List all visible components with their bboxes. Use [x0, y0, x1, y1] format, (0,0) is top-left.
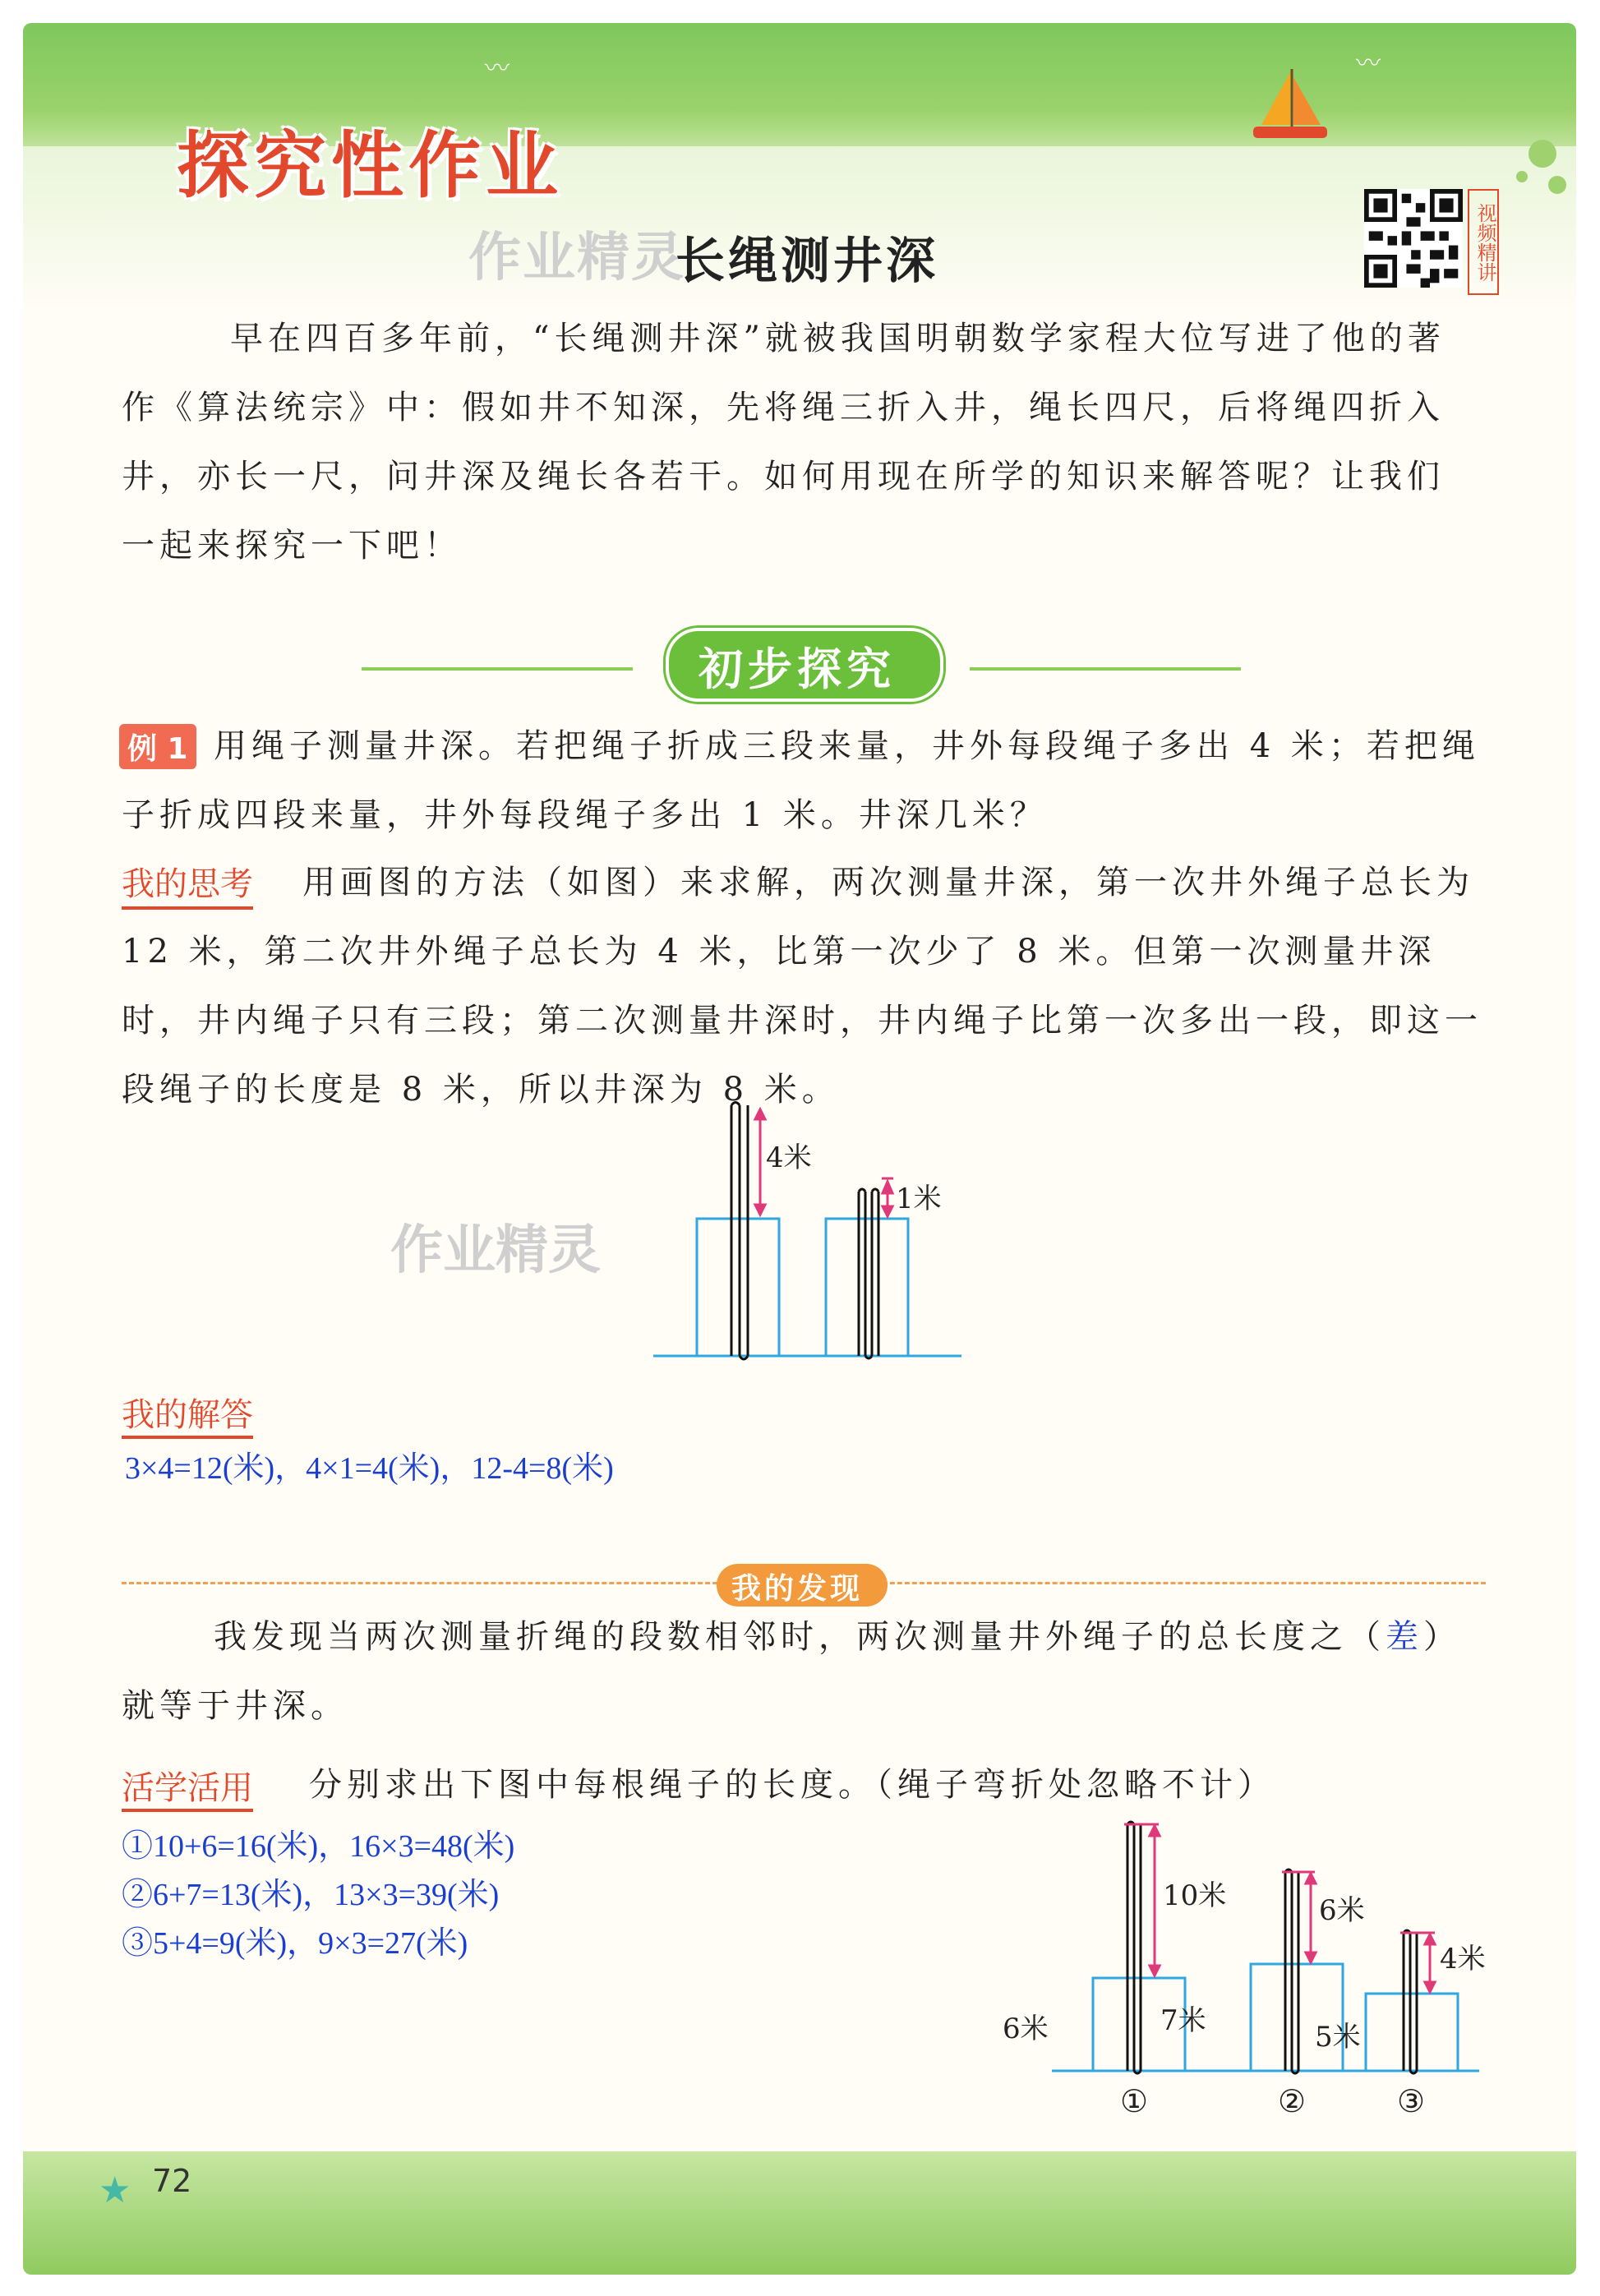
qr-code-icon[interactable]: [1364, 189, 1463, 288]
example-text: 用绳子测量井深。若把绳子折成三段来量，井外每段绳子多出 4 米；若把绳子折成四段来量，井外每段绳子多出 1 米。井深几米？: [122, 727, 1480, 834]
well-2-number: ②: [1278, 2083, 1307, 2119]
figure-well-comparison: [649, 1101, 978, 1364]
homework-badge: 探究性作业: [177, 123, 564, 208]
discovery-text-after: ）就等于井深。: [122, 1618, 1461, 1725]
answer-label: 我的解答: [122, 1389, 253, 1439]
apply-answer-2: ②6+7=13(米)，13×3=39(米): [122, 1878, 500, 1912]
apply-answer-3: ③5+4=9(米)，9×3=27(米): [122, 1926, 468, 1961]
page-number: 72: [152, 2163, 192, 2199]
well-1-number: ①: [1120, 2083, 1149, 2119]
discovery-title: 我的发现: [731, 1572, 864, 1606]
thinking-text: 用画图的方法（如图）来求解，两次测量井深，第一次井外绳子总长为 12 米，第二次井外绳子总长为 4 米，比第一次少了 8 米。但第一次测量井深时，井内绳子只有三段；第二次测量井深时，井内绳子比第一次多出一段，即这一段绳子的长度是 8 米，所以井深为 8 米。: [122, 864, 1482, 1109]
watermark: 作业精灵: [390, 1220, 601, 1281]
bird-icon: 〰: [1356, 49, 1381, 78]
decor-bubble: [1548, 176, 1566, 194]
page-title: 长绳测井深: [676, 233, 938, 290]
apply-text: 分别求出下图中每根绳子的长度。（绳子弯折处忽略不计）: [309, 1766, 1275, 1804]
well-1-depth-label: 6米: [1003, 2012, 1049, 2045]
discovery-text: [122, 1602, 1486, 1740]
sailboat-icon: [1245, 66, 1335, 148]
well-3-depth-label: 5米: [1315, 2021, 1361, 2054]
well-3-number: ③: [1397, 2083, 1426, 2119]
figure-three-wells: [986, 1808, 1496, 2137]
well-3-out-label: 4米: [1440, 1943, 1486, 1976]
watermark: 作业精灵: [468, 228, 685, 288]
well-1-out-label: 10米: [1163, 1879, 1227, 1912]
section-title: 初步探究: [699, 643, 896, 695]
apply-label: 活学活用: [122, 1762, 253, 1812]
intro-paragraph: 早在四百多年前，“长绳测井深”就被我国明朝数学家程大位写进了他的著作《算法统宗》中：假如井不知深，先将绳三折入井，绳长四尺，后将绳四折入井，亦长一尺，问井深及绳长各若干。如何用现在所学的知识来解答呢？让我们一起来探究一下吧！: [122, 320, 1446, 565]
discovery-blank-answer: 差: [1386, 1618, 1423, 1656]
figure-label-1m: 1米: [896, 1183, 942, 1215]
well-2-out-label: 6米: [1319, 1894, 1365, 1927]
figure-label-4m: 4米: [766, 1141, 812, 1174]
section-divider-right: [970, 667, 1241, 671]
bird-icon: 〰: [485, 54, 510, 83]
section-divider-left: [362, 667, 633, 671]
thinking-label: 我的思考: [122, 858, 253, 910]
well-2-depth-label: 7米: [1160, 2004, 1206, 2037]
decor-bubble: [1516, 171, 1528, 182]
answer-text: 3×4=12(米)，4×1=4(米)，12-4=8(米): [125, 1451, 614, 1486]
video-lecture-label[interactable]: 视频精讲: [1468, 189, 1499, 295]
apply-answer-1: ①10+6=16(米)，16×3=48(米): [122, 1829, 515, 1864]
example-badge: 例 1: [119, 724, 196, 769]
footer-band: [23, 2151, 1576, 2275]
discovery-text-before: 我发现当两次测量折绳的段数相邻时，两次测量井外绳子的总长度之（: [214, 1618, 1386, 1656]
star-icon: ★: [99, 2169, 131, 2211]
decor-bubble: [1529, 140, 1556, 168]
